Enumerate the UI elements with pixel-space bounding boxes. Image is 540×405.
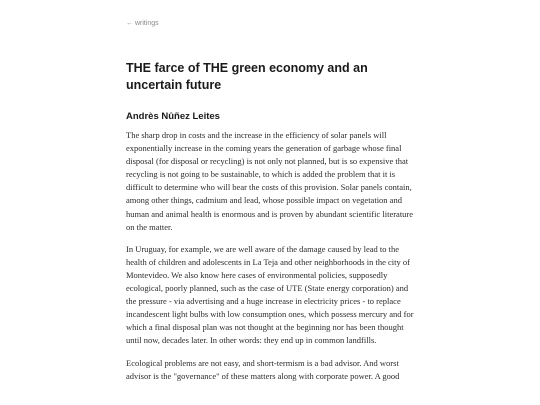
back-to-writings-link[interactable]: ← writings xyxy=(126,20,159,27)
article-paragraph: Ecological problems are not easy, and short-termism is a bad advisor. And worst advisor is the "governance" of these matters along with corporate power. A good xyxy=(126,357,400,381)
article-body xyxy=(126,129,416,392)
article-author: Andrès Nûñez Leites xyxy=(126,111,220,122)
article-paragraph: The sharp drop in costs and the increase in the efficiency of solar panels will exponentially increase in the coming years the generation of garbage whose final disposal (for disposal or recycling) is not only not planned, but is so expensive that recycling is not going to be sustainable, to which is added the problem that it is difficult to determine who will bear the costs of this provision. Solar panels contain, among other things, cadmium and lead, whose possible impact on vegetation and human and animal health is enormous and is proven by abundant scientific literature on the matter. xyxy=(126,130,414,232)
article-paragraph: In Uruguay, for example, we are well aware of the damage caused by lead to the health of children and adolescents in La Teja and other neighborhoods in the city of Montevideo. We also know here cases of environmental policies, supposedly ecological, poorly planned, such as the case of UTE (State energy corporation) and the pressure - via advertising and a huge increase in electricity prices - to replace incandescent light bulbs with low consumption ones, which possess mercury and for which a final disposal plan was not thought at the beginning nor has been thought until now, decades later. In other words: they end up in common landfills. xyxy=(126,243,414,346)
article-title: THE farce of THE green economy and an uncertain future xyxy=(126,61,368,92)
